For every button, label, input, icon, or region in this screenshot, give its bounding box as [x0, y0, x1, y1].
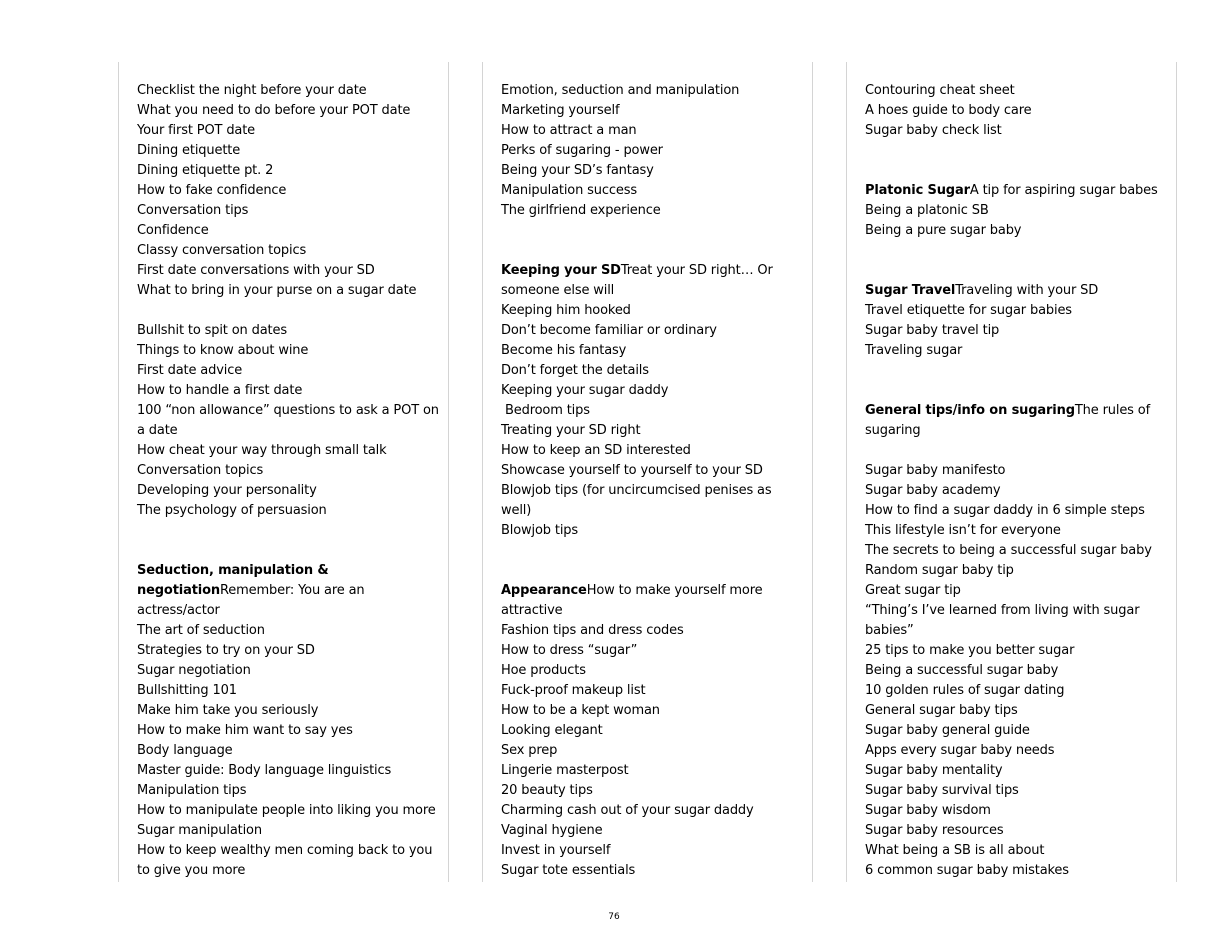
blank-line [137, 541, 424, 561]
list-item-text: Bullshitting 101 [137, 683, 237, 698]
list-item-text: The rules of [1074, 403, 1151, 418]
list-item [137, 81, 424, 101]
list-item [501, 301, 788, 321]
list-item-text: Confidence [137, 223, 209, 238]
list-item [501, 421, 788, 441]
list-item [501, 161, 788, 181]
list-item-text: Traveling sugar [865, 343, 963, 358]
list-item-text: Perks of sugaring - power [501, 143, 663, 158]
list-item-text: Contouring cheat sheet [865, 83, 1015, 98]
list-item-text: How to handle a first date [137, 383, 303, 398]
list-item [137, 441, 424, 461]
list-item [137, 481, 424, 501]
list-item-text: Blowjob tips (for uncircumcised penises as [501, 483, 772, 498]
list-item-text: How to attract a man [501, 123, 637, 138]
blank-line [501, 561, 788, 581]
list-item-text: Travel etiquette for sugar babies [865, 303, 1072, 318]
list-item [137, 401, 439, 421]
list-item [865, 81, 1152, 101]
list-item-text: Treating your SD right [501, 423, 641, 438]
blank-line [865, 441, 1152, 461]
list-item [865, 701, 1152, 721]
list-item [137, 621, 424, 641]
list-item [137, 141, 424, 161]
section-heading-line [137, 561, 424, 581]
list-item [137, 281, 424, 301]
list-item-text: How to make yourself more [586, 583, 763, 598]
blank-line [865, 141, 1152, 161]
list-item-text: How cheat your way through small talk [137, 443, 387, 458]
list-item [865, 341, 1152, 361]
blank-line [137, 521, 424, 541]
list-item [501, 661, 788, 681]
list-item [865, 561, 1152, 581]
list-item [501, 801, 788, 821]
list-item [865, 121, 1152, 141]
list-item-text: Looking elegant [501, 723, 603, 738]
list-item [137, 321, 424, 341]
column-3 [846, 62, 1177, 882]
blank-line [865, 241, 1152, 261]
blank-line [865, 381, 1152, 401]
list-item [865, 301, 1152, 321]
list-item-text: actress/actor [137, 603, 220, 618]
list-item [501, 461, 788, 481]
list-item-text: Random sugar baby tip [865, 563, 1014, 578]
list-item [137, 241, 424, 261]
list-item-text: Your first POT date [137, 123, 256, 138]
list-item [865, 101, 1152, 121]
list-item [865, 781, 1152, 801]
list-item-text: Fashion tips and dress codes [501, 623, 684, 638]
list-item [501, 201, 788, 221]
section-heading: Seduction, manipulation & [137, 563, 329, 578]
list-item-text: How to find a sugar daddy in 6 simple steps [865, 503, 1145, 518]
list-item-text: Dining etiquette [137, 143, 241, 158]
list-item [501, 861, 788, 881]
list-item-text: How to be a kept woman [501, 703, 660, 718]
column-3-list [847, 62, 1158, 881]
list-item [501, 721, 788, 741]
list-item-text: How to fake confidence [137, 183, 287, 198]
list-item [865, 681, 1152, 701]
blank-line [865, 261, 1152, 281]
list-item [501, 841, 788, 861]
list-item-text: Manipulation success [501, 183, 637, 198]
list-item [501, 121, 788, 141]
list-item-text: Make him take you seriously [137, 703, 319, 718]
list-item-text: How to manipulate people into liking you more [137, 803, 436, 818]
list-item [501, 741, 788, 761]
page-number: 76 [608, 912, 620, 922]
section-heading-line [137, 581, 424, 601]
list-item-text: Treat your SD right… Or [620, 263, 773, 278]
list-item [865, 581, 1152, 601]
list-item-text: Developing your personality [137, 483, 317, 498]
list-item [501, 601, 788, 621]
list-item [137, 261, 424, 281]
list-item [137, 181, 424, 201]
list-item [501, 361, 788, 381]
list-item-text: Great sugar tip [865, 583, 961, 598]
list-item [501, 281, 788, 301]
list-item-text: someone else will [501, 283, 615, 298]
list-item-text: Showcase yourself to yourself to your SD [501, 463, 763, 478]
list-item-text: The secrets to being a successful sugar baby [865, 543, 1152, 558]
list-item [865, 601, 1152, 621]
list-item [137, 381, 424, 401]
list-item [865, 221, 1152, 241]
list-item-text: babies” [865, 623, 914, 638]
list-item-text: Sugar baby resources [865, 823, 1004, 838]
column-1 [118, 62, 449, 882]
list-item [865, 201, 1152, 221]
list-item-text: Hoe products [501, 663, 586, 678]
list-item [137, 661, 424, 681]
list-item [501, 481, 788, 501]
list-item [137, 101, 424, 121]
list-item-text: First date conversations with your SD [137, 263, 375, 278]
list-item [501, 101, 788, 121]
list-item-text: This lifestyle isn’t for everyone [865, 523, 1061, 538]
list-item [865, 621, 1152, 641]
list-item-text: well) [501, 503, 532, 518]
section-heading: General tips/info on sugaring [865, 403, 1075, 418]
list-item-text: A hoes guide to body care [865, 103, 1032, 118]
list-item-text: Sugar baby wisdom [865, 803, 991, 818]
list-item [137, 821, 424, 841]
list-item-text: Conversation topics [137, 463, 264, 478]
column-1-list [119, 62, 439, 881]
list-item [501, 781, 788, 801]
list-item-text: Master guide: Body language linguistics [137, 763, 392, 778]
list-item [501, 381, 788, 401]
list-item [137, 201, 424, 221]
list-item [501, 621, 788, 641]
list-item-text: 25 tips to make you better sugar [865, 643, 1075, 658]
list-item [865, 481, 1152, 501]
list-item-text: Sugar baby mentality [865, 763, 1003, 778]
section-heading: Appearance [501, 583, 587, 598]
list-item [137, 841, 433, 861]
list-item-text: How to dress “sugar” [501, 643, 638, 658]
list-item-text: Remember: You are an [219, 583, 365, 598]
list-item [501, 321, 788, 341]
list-item [865, 861, 1152, 881]
list-item [137, 341, 424, 361]
list-item-text: Bullshit to spit on dates [137, 323, 287, 338]
list-item-text: Bedroom tips [501, 403, 590, 418]
list-item-text: Keeping him hooked [501, 303, 631, 318]
list-item [865, 661, 1152, 681]
list-item [501, 701, 788, 721]
list-item [137, 801, 436, 821]
list-item-text: Don’t forget the details [501, 363, 649, 378]
list-item-text: The psychology of persuasion [137, 503, 327, 518]
list-item-text: What to bring in your purse on a sugar date [137, 283, 417, 298]
list-item [501, 821, 788, 841]
list-item [137, 681, 424, 701]
list-item-text: Marketing yourself [501, 103, 620, 118]
section-heading-line [865, 401, 1152, 421]
list-item-text: Sugar baby travel tip [865, 323, 1000, 338]
list-item-text: Sugar baby general guide [865, 723, 1030, 738]
list-item [137, 741, 424, 761]
list-item [137, 721, 424, 741]
list-item-text: Keeping your sugar daddy [501, 383, 669, 398]
list-item [865, 721, 1152, 741]
list-item-text: What being a SB is all about [865, 843, 1045, 858]
blank-line [501, 241, 788, 261]
list-item-text: 100 “non allowance” questions to ask a POT on [137, 403, 439, 418]
list-item [865, 521, 1152, 541]
list-item-text: Being a pure sugar baby [865, 223, 1022, 238]
list-item-text: sugaring [865, 423, 921, 438]
list-item-text: Being a platonic SB [865, 203, 989, 218]
list-item [501, 501, 788, 521]
list-item-text: Blowjob tips [501, 523, 578, 538]
list-item [501, 141, 788, 161]
list-item-text: Classy conversation topics [137, 243, 307, 258]
section-heading: Sugar Travel [865, 283, 956, 298]
list-item [501, 441, 788, 461]
section-heading: negotiation [137, 583, 220, 598]
list-item-text: Emotion, seduction and manipulation [501, 83, 740, 98]
list-item [137, 761, 424, 781]
list-item [501, 641, 788, 661]
list-item [501, 521, 788, 541]
column-2-list [483, 62, 788, 881]
list-item-text: Fuck-proof makeup list [501, 683, 646, 698]
list-item [501, 681, 788, 701]
list-item [865, 541, 1152, 561]
list-item [137, 361, 424, 381]
list-item [137, 121, 424, 141]
list-item [137, 601, 424, 621]
blank-line [865, 361, 1152, 381]
list-item-text: The girlfriend experience [501, 203, 661, 218]
list-item-text: a date [137, 423, 178, 438]
list-item [137, 221, 424, 241]
blank-line [137, 301, 424, 321]
list-item-text: General sugar baby tips [865, 703, 1018, 718]
list-item-text: Don’t become familiar or ordinary [501, 323, 717, 338]
list-item-text: attractive [501, 603, 563, 618]
list-item [501, 181, 788, 201]
list-item-text: Checklist the night before your date [137, 83, 367, 98]
list-item [501, 401, 788, 421]
blank-line [501, 221, 788, 241]
list-item [137, 461, 424, 481]
list-item [137, 701, 424, 721]
list-item-text: 6 common sugar baby mistakes [865, 863, 1069, 878]
list-item [501, 341, 788, 361]
section-heading-line [865, 281, 1152, 301]
list-item-text: Being a successful sugar baby [865, 663, 1059, 678]
list-item-text: Being your SD’s fantasy [501, 163, 654, 178]
blank-line [501, 541, 788, 561]
blank-line [865, 161, 1152, 181]
list-item-text: Become his fantasy [501, 343, 627, 358]
list-item-text: Sugar baby academy [865, 483, 1001, 498]
list-item-text: Lingerie masterpost [501, 763, 629, 778]
list-item-text: Traveling with your SD [955, 283, 1099, 298]
list-item-text: “Thing’s I’ve learned from living with sugar [865, 603, 1140, 618]
list-item [865, 321, 1152, 341]
list-item [137, 501, 424, 521]
list-item-text: Sugar tote essentials [501, 863, 636, 878]
list-item-text: to give you more [137, 863, 246, 878]
list-item-text: How to keep wealthy men coming back to you [137, 843, 433, 858]
list-item [865, 641, 1152, 661]
list-item-text: Conversation tips [137, 203, 249, 218]
list-item-text: Invest in yourself [501, 843, 611, 858]
list-item [865, 761, 1152, 781]
list-item [501, 761, 788, 781]
section-heading: Platonic Sugar [865, 183, 970, 198]
list-item-text: 10 golden rules of sugar dating [865, 683, 1065, 698]
list-item-text: Charming cash out of your sugar daddy [501, 803, 754, 818]
list-item-text: Things to know about wine [137, 343, 309, 358]
list-item-text: Apps every sugar baby needs [865, 743, 1055, 758]
list-item-text: Body language [137, 743, 233, 758]
list-item-text: Sugar baby survival tips [865, 783, 1019, 798]
list-item-text: How to make him want to say yes [137, 723, 353, 738]
list-item [137, 421, 424, 441]
list-item-text: Sugar baby check list [865, 123, 1002, 138]
list-item [137, 781, 424, 801]
list-item-text: Dining etiquette pt. 2 [137, 163, 274, 178]
column-2 [482, 62, 813, 882]
list-item [865, 501, 1152, 521]
list-item [137, 641, 424, 661]
list-item [137, 861, 424, 881]
list-item-text: How to keep an SD interested [501, 443, 691, 458]
list-item [865, 461, 1152, 481]
list-item-text: A tip for aspiring sugar babes [969, 183, 1158, 198]
list-item-text: 20 beauty tips [501, 783, 593, 798]
section-heading-line [501, 581, 788, 601]
list-item [865, 841, 1152, 861]
list-item-text: What you need to do before your POT date [137, 103, 411, 118]
list-item-text: Sex prep [501, 743, 558, 758]
list-item [865, 741, 1152, 761]
section-heading-line [501, 261, 788, 281]
list-item [865, 421, 1152, 441]
list-item [137, 161, 424, 181]
list-item-text: First date advice [137, 363, 243, 378]
list-item [501, 81, 788, 101]
list-item [865, 821, 1152, 841]
list-item-text: Sugar negotiation [137, 663, 251, 678]
section-heading: Keeping your SD [501, 263, 621, 278]
list-item-text: Sugar manipulation [137, 823, 262, 838]
list-item-text: Manipulation tips [137, 783, 247, 798]
list-item-text: The art of seduction [137, 623, 265, 638]
list-item [865, 801, 1152, 821]
list-item-text: Sugar baby manifesto [865, 463, 1006, 478]
list-item-text: Strategies to try on your SD [137, 643, 315, 658]
list-item-text: Vaginal hygiene [501, 823, 603, 838]
section-heading-line [865, 181, 1158, 201]
